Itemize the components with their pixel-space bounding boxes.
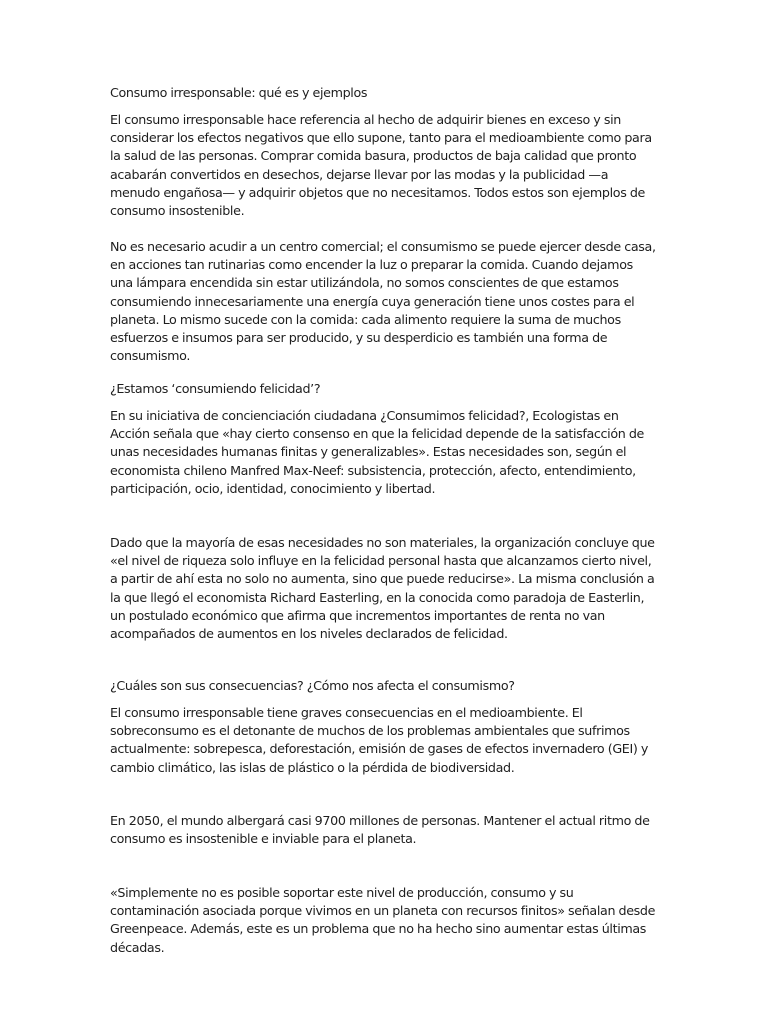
paragraph-easterlin-paradox: Dado que la mayoría de esas necesidades no son materiales, la organización concluye que «el nivel de riqueza solo influye en la felicidad personal hasta que alcanzamos cierto nivel, a partir de ahí esta no solo no aumenta, sino que puede reducirse». La misma conclusión a la que llegó el economista Richard Easterling, en la conocida como paradoja de Easterlin, un postulado económico que afirma que incrementos importantes de renta no van acompañados de aumentos en los niveles declarados de felicidad. [110,535,655,642]
section-heading-consumiendo-felicidad: ¿Estamos ‘consumiendo felicidad’? [110,381,321,396]
paragraph-population-2050: En 2050, el mundo albergará casi 9700 millones de personas. Mantener el actual ritmo de consumo es insostenible e inviable para el planeta. [110,813,650,847]
paragraph-definition: El consumo irresponsable hace referencia al hecho de adquirir bienes en exceso y sin considerar los efectos negativos que ello supone, tanto para el medioambiente como para la salud de las personas. Comprar comida basura, productos de baja calidad que pronto acabarán convertidos en desechos, dejarse llevar por las modas y la publicidad —a menudo engañosa— y adquirir objetos que no necesitamos. Todos estos son ejemplos de consumo insostenible. [110,112,652,219]
paragraph-greenpeace-quote: «Simplemente no es posible soportar este nivel de producción, consumo y su contaminación asociada porque vivimos en un planeta con recursos finitos» señalan desde Greenpeace. Además, este es un problema que no ha hecho sino aumentar estas últimas décadas. [110,885,656,955]
paragraph-human-needs: En su iniciativa de concienciación ciudadana ¿Consumimos felicidad?, Ecologistas en Acción señala que «hay cierto consenso en que la felicidad depende de la satisfacción de unas necesidades humanas finitas y generalizables». Estas necesidades son, según el economista chileno Manfred Max-Neef: subsistencia, protección, afecto, entendimiento, participación, ocio, identidad, conocimiento y libertad. [110,408,644,496]
section-heading-consecuencias: ¿Cuáles son sus consecuencias? ¿Cómo nos afecta el consumismo? [110,678,515,693]
section-heading-consumo-irresponsable: Consumo irresponsable: qué es y ejemplos [110,85,368,100]
paragraph-environmental-consequences: El consumo irresponsable tiene graves consecuencias en el medioambiente. El sobreconsumo es el detonante de muchos de los problemas ambientales que sufrimos actualmente: sobrepesca, deforestación, emisión de gases de efectos invernadero (GEI) y cambio climático, las islas de plástico o la pérdida de biodiversidad. [110,705,649,775]
paragraph-consumism-at-home: No es necesario acudir a un centro comercial; el consumismo se puede ejercer desde casa, en acciones tan rutinarias como encender la luz o preparar la comida. Cuando dejamos una lámpara encendida sin estar utilizándola, no somos conscientes de que estamos consumiendo innecesariamente una energía cuya generación tiene unos costes para el planeta. Lo mismo sucede con la comida: cada alimento requiere la suma de muchos esfuerzos e insumos para ser producido, y su desperdicio es también una forma de consumismo. [110,239,656,364]
